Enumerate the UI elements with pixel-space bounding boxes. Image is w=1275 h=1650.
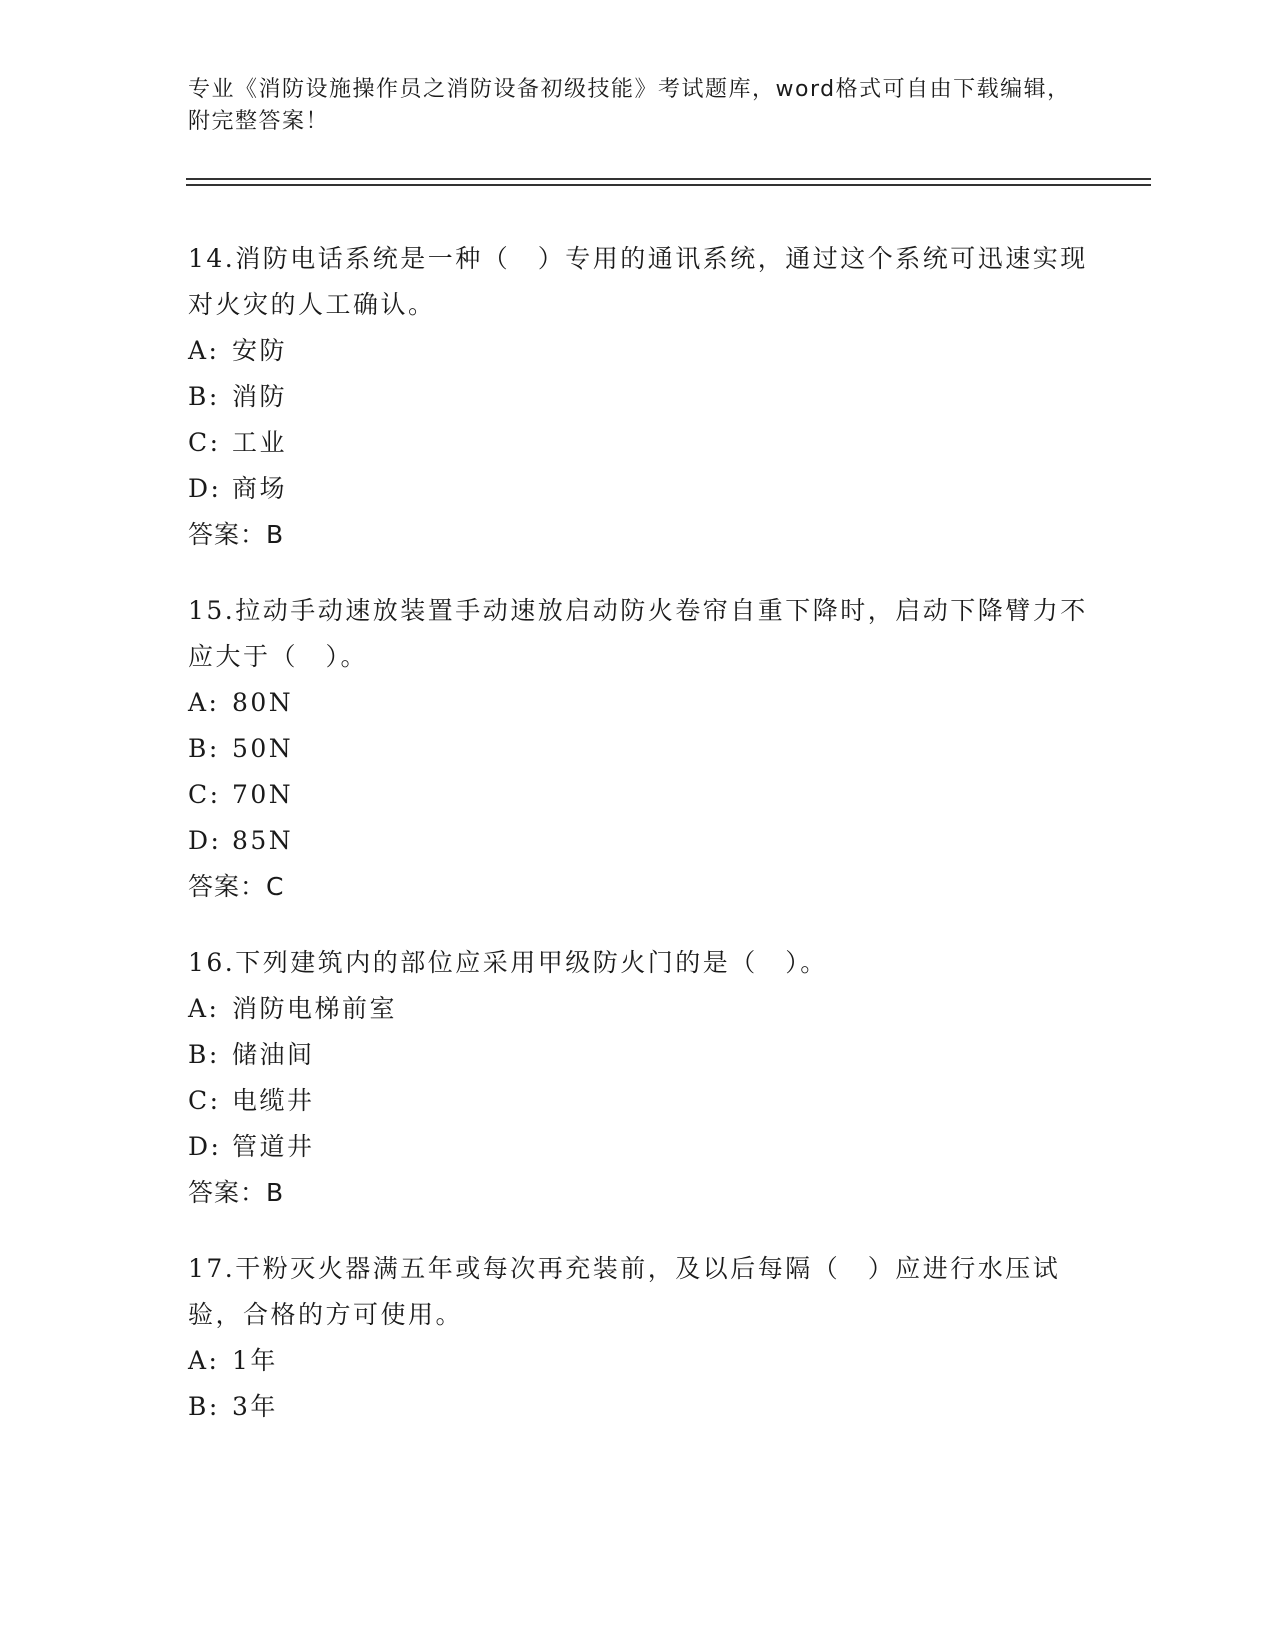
option-text: 1年 <box>232 1346 278 1375</box>
option-letter: A: <box>188 994 220 1023</box>
question-15 <box>188 588 1088 910</box>
option-text: 商场 <box>232 474 288 503</box>
option-letter: C: <box>188 780 221 809</box>
option-b <box>188 726 1088 772</box>
option-a <box>188 1338 1088 1384</box>
option-letter: C: <box>188 428 221 457</box>
option-text: 管道井 <box>232 1132 315 1161</box>
option-letter: B: <box>188 382 220 411</box>
question-17 <box>188 1246 1088 1430</box>
question-list <box>188 236 1088 1460</box>
option-text: 85N <box>232 826 294 855</box>
option-c <box>188 1078 1088 1124</box>
header-divider-top <box>186 178 1151 180</box>
header-divider-bottom <box>186 184 1151 186</box>
option-letter: A: <box>188 336 220 365</box>
option-letter: D: <box>188 1132 222 1161</box>
option-d <box>188 818 1088 864</box>
option-text: 储油间 <box>232 1040 315 1069</box>
option-letter: B: <box>188 1392 220 1421</box>
option-d <box>188 1124 1088 1170</box>
option-letter: B: <box>188 734 220 763</box>
option-text: 安防 <box>232 336 288 365</box>
option-text: 70N <box>232 780 294 809</box>
option-d <box>188 466 1088 512</box>
option-c <box>188 420 1088 466</box>
option-text: 消防 <box>232 382 288 411</box>
option-text: 电缆井 <box>232 1086 315 1115</box>
option-text: 3年 <box>232 1392 278 1421</box>
option-text: 工业 <box>232 428 288 457</box>
option-letter: D: <box>188 826 222 855</box>
question-stem: 17.干粉灭火器满五年或每次再充装前，及以后每隔（ ）应进行水压试验，合格的方可使用。 <box>188 1254 1061 1329</box>
option-a <box>188 986 1088 1032</box>
document-header: 专业《消防设施操作员之消防设备初级技能》考试题库，word格式可自由下载编辑，附完整答案！ <box>188 77 1071 134</box>
option-text: 80N <box>232 688 294 717</box>
question-14 <box>188 236 1088 558</box>
option-c <box>188 772 1088 818</box>
option-a <box>188 680 1088 726</box>
question-stem: 14.消防电话系统是一种（ ）专用的通讯系统，通过这个系统可迅速实现对火灾的人工确认。 <box>188 244 1088 319</box>
option-a <box>188 328 1088 374</box>
question-stem: 15.拉动手动速放装置手动速放启动防火卷帘自重下降时，启动下降臂力不应大于（ ）。 <box>188 596 1088 671</box>
option-letter: C: <box>188 1086 221 1115</box>
option-text: 50N <box>232 734 294 763</box>
question-16 <box>188 940 1088 1216</box>
option-b <box>188 374 1088 420</box>
option-b <box>188 1384 1088 1430</box>
option-b <box>188 1032 1088 1078</box>
option-letter: B: <box>188 1040 220 1069</box>
option-letter: A: <box>188 688 220 717</box>
answer-line: 答案：B <box>188 520 285 549</box>
option-letter: D: <box>188 474 222 503</box>
answer-line: 答案：B <box>188 1178 285 1207</box>
question-stem: 16.下列建筑内的部位应采用甲级防火门的是（ ）。 <box>188 948 828 977</box>
option-letter: A: <box>188 1346 220 1375</box>
answer-line: 答案：C <box>188 872 285 901</box>
option-text: 消防电梯前室 <box>232 994 398 1023</box>
